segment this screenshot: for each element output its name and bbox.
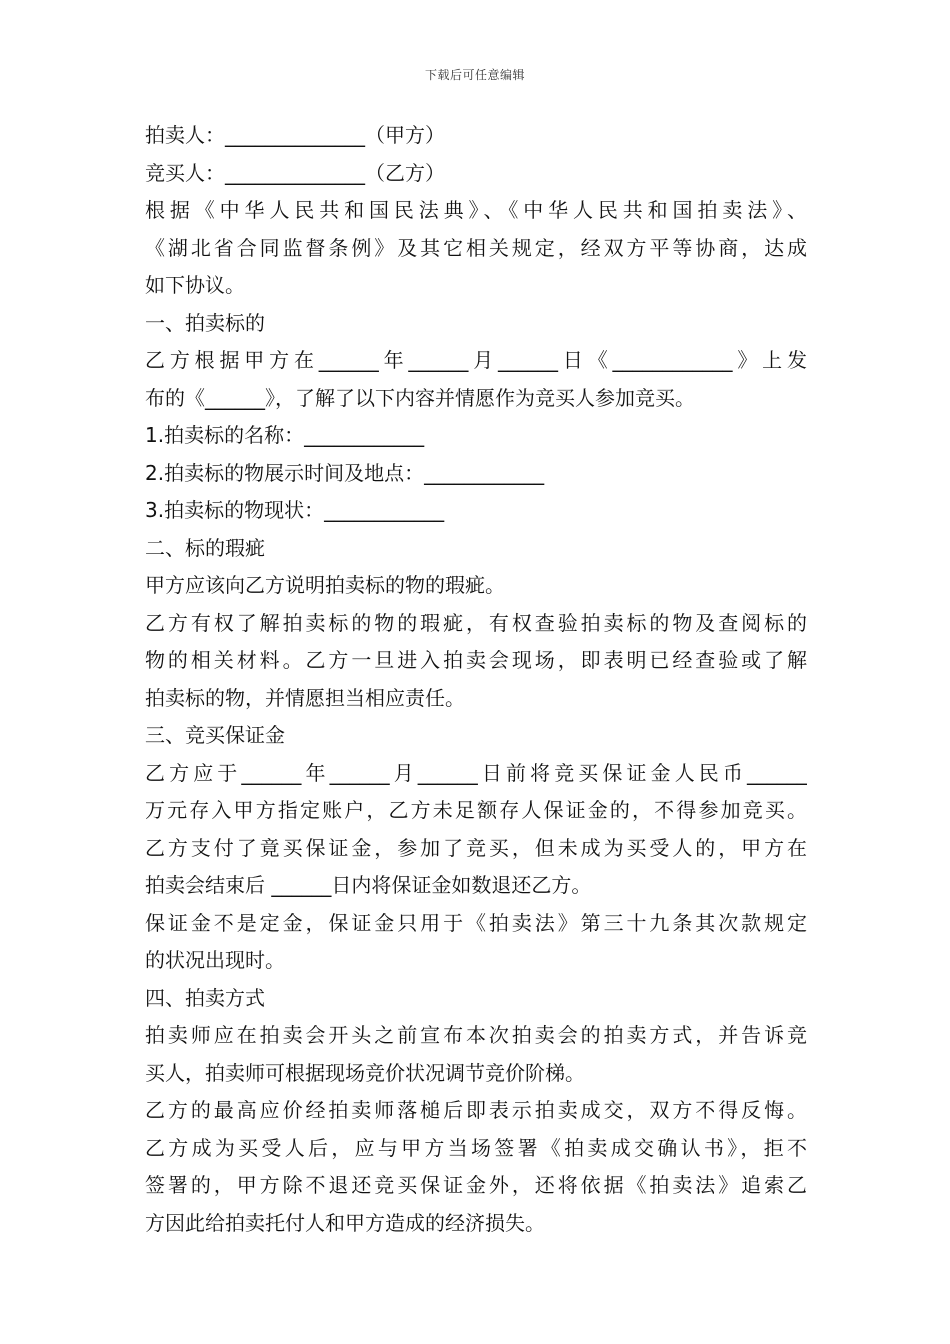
text-line: 如下协议。 <box>145 273 245 297</box>
text-line: 万元存入甲方指定账户，乙方未足额存人保证金的，不得参加竞买。 <box>145 798 807 822</box>
text-line: 买人，拍卖师可根据现场竞价状况调节竞价阶梯。 <box>145 1060 585 1085</box>
section-heading: 三、竞买保证金 <box>145 723 285 747</box>
text-line: 1.拍卖标的名称：____________ <box>145 423 425 447</box>
text-line: 3.拍卖标的物现状：____________ <box>145 498 445 522</box>
text-line: 竞买人：______________（乙方） <box>145 160 445 185</box>
text-line: 《湖北省合同监督条例》及其它相关规定，经双方平等协商，达成 <box>145 235 807 260</box>
text-line: 方因此给拍卖托付人和甲方造成的经济损失。 <box>145 1210 545 1235</box>
section-heading: 一、拍卖标的 <box>145 310 265 335</box>
text-line: 拍卖会结束后 ______日内将保证金如数退还乙方。 <box>145 873 592 897</box>
text-line: 乙方支付了竟买保证金，参加了竞买，但未成为买受人的，甲方在 <box>145 835 807 860</box>
text-line: 乙方有权了解拍卖标的物的瑕疵，有权查验拍卖标的物及查阅标的 <box>145 610 807 635</box>
page-header-note: 下载后可任意编辑 <box>424 68 525 82</box>
text-line: 布的《______》，了解了以下内容并情愿作为竞买人参加竞买。 <box>145 385 695 410</box>
text-line: 乙方的最高应价经拍卖师落槌后即表示拍卖成交，双方不得反悔。 <box>145 1098 807 1122</box>
text-line: 乙方应于______年______月______日前将竞买保证金人民币______ <box>145 760 807 785</box>
text-line: 2.拍卖标的物展示时间及地点：____________ <box>145 460 545 485</box>
text-line: 拍卖师应在拍卖会开头之前宣布本次拍卖会的拍卖方式，并告诉竞 <box>145 1023 807 1047</box>
text-line: 乙方成为买受人后，应与甲方当场签署《拍卖成交确认书》，拒不 <box>145 1135 807 1160</box>
text-line: 根据《中华人民共和国民法典》、《中华人民共和国拍卖法》、 <box>145 198 807 222</box>
text-line: 拍卖人：______________（甲方） <box>145 123 445 147</box>
text-line: 的状况出现时。 <box>145 948 285 972</box>
section-heading: 四、拍卖方式 <box>145 985 265 1010</box>
text-line: 签署的，甲方除不退还竞买保证金外，还将依据《拍卖法》追索乙 <box>145 1173 807 1197</box>
section-heading: 二、标的瑕疵 <box>145 535 265 560</box>
text-line: 物的相关材料。乙方一旦进入拍卖会现场，即表明已经查验或了解 <box>145 648 807 672</box>
text-line: 甲方应该向乙方说明拍卖标的物的瑕疵。 <box>145 573 505 597</box>
text-line: 乙方根据甲方在______年______月______日《____________》上发 <box>145 348 807 372</box>
text-line: 拍卖标的物，并情愿担当相应责任。 <box>145 685 465 710</box>
text-line: 保证金不是定金，保证金只用于《拍卖法》第三十九条其次款规定 <box>145 910 807 935</box>
document-body <box>145 117 807 1242</box>
